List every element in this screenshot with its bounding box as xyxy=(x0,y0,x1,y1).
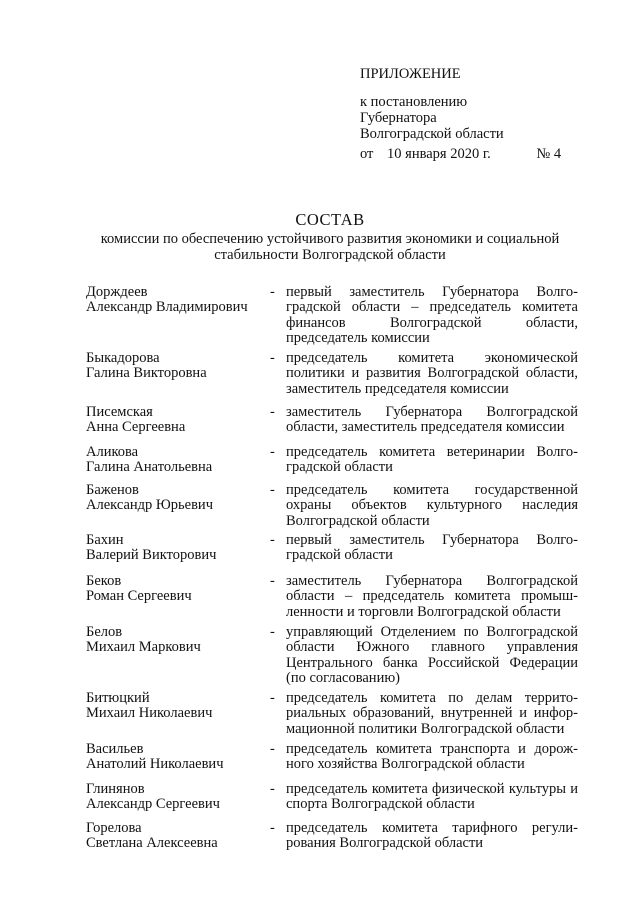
member-surname: Бахин xyxy=(86,532,124,548)
member-row xyxy=(86,782,586,813)
member-row xyxy=(86,691,586,737)
member-surname: Битюцкий xyxy=(86,690,150,706)
member-role: председатель комитета транспорта и дорожного хозяйства Волгоградской области xyxy=(286,741,578,773)
dash-separator: - xyxy=(270,284,275,300)
member-role: председатель комитета экономической политики и развития Волгоградской области, заместитель председателя комиссии xyxy=(286,350,578,397)
member-row xyxy=(86,821,586,852)
member-given-name: Александр Юрьевич xyxy=(86,497,213,514)
dash-separator: - xyxy=(270,482,275,498)
member-role: председатель комитета государственной охраны объектов культурного наследия Волгоградской области xyxy=(286,482,578,529)
member-row xyxy=(86,405,586,436)
dash-separator: - xyxy=(270,690,275,706)
document-title: СОСТАВ xyxy=(295,210,365,229)
appendix-heading: ПРИЛОЖЕНИЕ xyxy=(360,66,461,82)
member-name xyxy=(86,533,270,564)
member-row xyxy=(86,285,586,347)
dash-separator: - xyxy=(270,532,275,548)
member-surname: Горелова xyxy=(86,820,142,836)
member-row xyxy=(86,351,586,397)
member-given-name: Александр Владимирович xyxy=(86,299,248,316)
member-name xyxy=(86,574,270,620)
dash-separator: - xyxy=(270,741,275,757)
member-name xyxy=(86,405,270,436)
member-name xyxy=(86,821,270,852)
member-name xyxy=(86,742,270,773)
date-prefix: от xyxy=(360,146,374,162)
member-name xyxy=(86,483,270,529)
dash-separator: - xyxy=(270,444,275,460)
member-role: заместитель Губернатора Волгоградской области – председатель комитета промышленности и торговли Волгоградской области xyxy=(286,573,578,620)
member-row xyxy=(86,483,586,529)
member-row xyxy=(86,533,586,564)
member-surname: Писемская xyxy=(86,404,153,420)
member-role: председатель комитета физической культуры и спорта Волгоградской области xyxy=(286,781,578,813)
resolution-number: № 4 xyxy=(536,146,562,162)
document-subtitle: комиссии по обеспечению устойчивого развития экономики и социальной стабильности Волгоградской области xyxy=(100,231,560,263)
member-surname: Дорждеев xyxy=(86,284,148,300)
member-name xyxy=(86,625,270,687)
dash-separator: - xyxy=(270,820,275,836)
member-role: заместитель Губернатора Волгоградской области, заместитель председателя комиссии xyxy=(286,404,578,436)
member-role: председатель комитета тарифного регулирования Волгоградской области xyxy=(286,820,578,852)
member-surname: Глинянов xyxy=(86,781,145,797)
member-role: первый заместитель Губернатора Волгоградской области – председатель комитета финансов Волгоградской области, председатель комиссии xyxy=(286,284,578,347)
member-given-name: Александр Сергеевич xyxy=(86,796,220,813)
member-given-name: Валерий Викторович xyxy=(86,547,217,564)
appendix-block xyxy=(360,66,504,142)
member-row xyxy=(86,574,586,620)
member-name xyxy=(86,691,270,737)
member-surname: Васильев xyxy=(86,741,144,757)
member-given-name: Анатолий Николаевич xyxy=(86,756,224,773)
member-role: председатель комитета ветеринарии Волгоградской области xyxy=(286,444,578,476)
member-surname: Аликова xyxy=(86,444,139,460)
member-given-name: Светлана Алексеевна xyxy=(86,835,218,852)
member-surname: Беков xyxy=(86,573,122,589)
member-given-name: Анна Сергеевна xyxy=(86,419,186,436)
member-name xyxy=(86,351,270,397)
member-role: первый заместитель Губернатора Волгоградской области xyxy=(286,532,578,564)
appendix-line: к постановлению xyxy=(360,94,468,110)
dash-separator: - xyxy=(270,404,275,420)
member-name xyxy=(86,285,270,347)
member-surname: Быкадорова xyxy=(86,350,160,366)
member-row xyxy=(86,625,586,687)
dash-separator: - xyxy=(270,781,275,797)
member-name xyxy=(86,782,270,813)
dash-separator: - xyxy=(270,624,275,640)
member-given-name: Роман Сергеевич xyxy=(86,588,192,605)
member-given-name: Галина Анатольевна xyxy=(86,459,213,476)
dash-separator: - xyxy=(270,350,275,366)
member-role: управляющий Отделением по Волгоградской области Южного главного управления Центрального банка Российской Федерации (по согласованию) xyxy=(286,624,578,687)
member-surname: Белов xyxy=(86,624,123,640)
member-surname: Баженов xyxy=(86,482,139,498)
member-name xyxy=(86,445,270,476)
member-given-name: Галина Викторовна xyxy=(86,365,207,382)
resolution-date: 10 января 2020 г. xyxy=(387,146,491,162)
resolution-date-row xyxy=(360,146,561,162)
member-given-name: Михаил Николаевич xyxy=(86,705,213,722)
member-given-name: Михаил Маркович xyxy=(86,639,201,656)
dash-separator: - xyxy=(270,573,275,589)
appendix-line: Губернатора xyxy=(360,110,437,126)
appendix-line: Волгоградской области xyxy=(360,126,504,142)
member-row xyxy=(86,445,586,476)
member-role: председатель комитета по делам территориальных образований, внутренней и информационной политики Волгоградской области xyxy=(286,690,578,737)
member-row xyxy=(86,742,586,773)
